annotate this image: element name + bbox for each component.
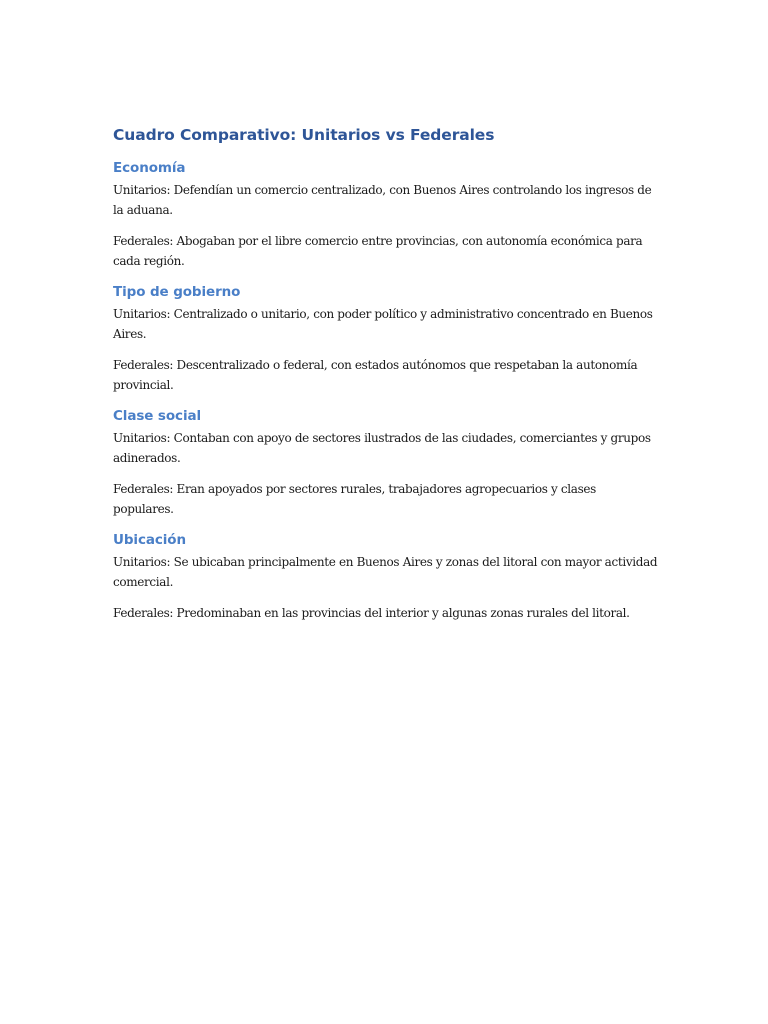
paragraph-unitarios: Unitarios: Se ubicaban principalmente en Buenos Aires y zonas del litoral con mayor actividad comercial. [113,555,658,589]
section-heading: Clase social [113,408,202,424]
paragraph-federales: Federales: Descentralizado o federal, con estados autónomos que respetaban la autonomía provincial. [113,358,638,392]
section-heading: Tipo de gobierno [113,284,241,300]
section-heading: Economía [113,160,186,176]
paragraph-federales: Federales: Predominaban en las provincias del interior y algunas zonas rurales del litoral. [113,606,630,620]
section-heading: Ubicación [113,532,186,548]
paragraph-federales: Federales: Abogaban por el libre comercio entre provincias, con autonomía económica para cada región. [113,234,643,268]
document-body [113,124,658,634]
paragraph-federales: Federales: Eran apoyados por sectores rurales, trabajadores agropecuarios y clases populares. [113,482,596,516]
section-economia [113,158,658,271]
paragraph-unitarios: Unitarios: Contaban con apoyo de sectores ilustrados de las ciudades, comerciantes y grupos adinerados. [113,431,651,465]
document-title: Cuadro Comparativo: Unitarios vs Federales [113,126,495,144]
paragraph-unitarios: Unitarios: Defendían un comercio centralizado, con Buenos Aires controlando los ingresos de la aduana. [113,183,652,217]
section-tipo-de-gobierno [113,282,658,395]
section-ubicacion [113,530,658,623]
paragraph-unitarios: Unitarios: Centralizado o unitario, con poder político y administrativo concentrado en Buenos Aires. [113,307,653,341]
section-clase-social [113,406,658,519]
